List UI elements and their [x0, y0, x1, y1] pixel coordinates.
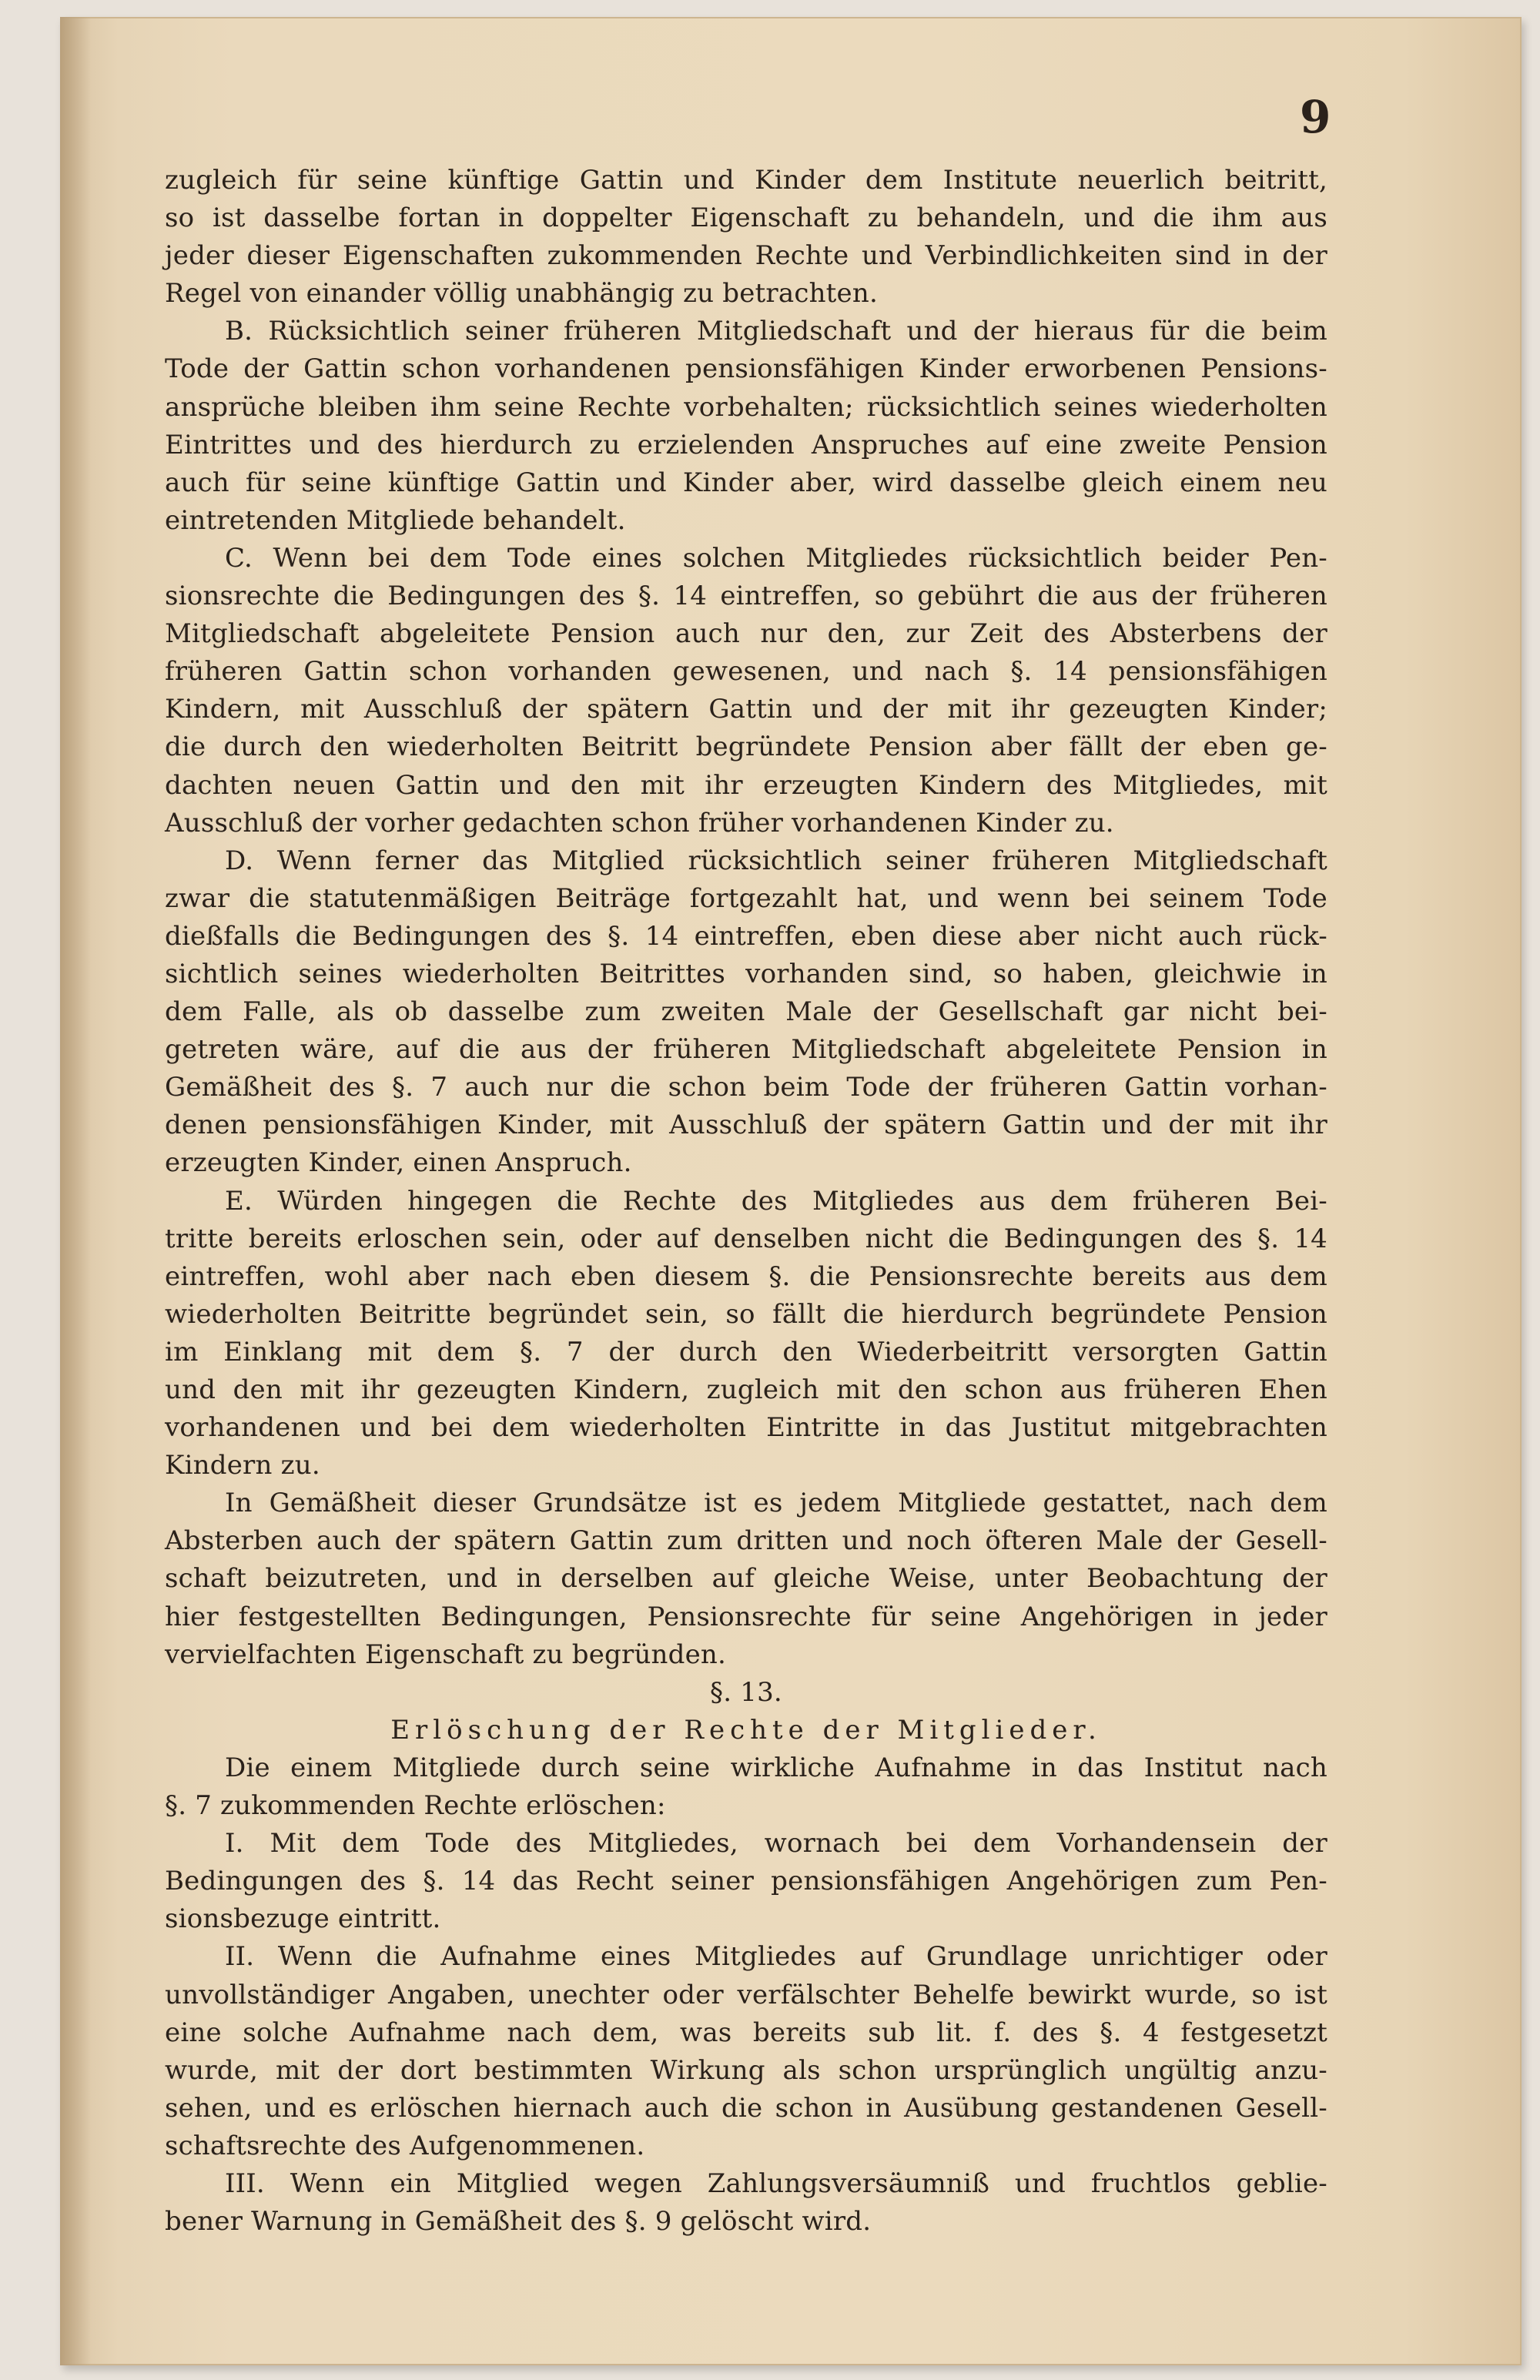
text-line: vorhandenen und bei dem wiederholten Eintritte in das Justitut mitgebrachten — [165, 1412, 1327, 1444]
text-line: getreten wäre, auf die aus der früheren Mitgliedschaft abgeleitete Pension in — [165, 1034, 1327, 1066]
text-line: bener Warnung in Gemäßheit des §. 9 gelöscht wird. — [165, 2206, 872, 2238]
text-line: I. Mit dem Tode des Mitgliedes, wornach bei dem Vorhandensein der — [225, 1828, 1327, 1859]
text-line: Kindern, mit Ausschluß der spätern Gattin und der mit ihr gezeugten Kinder; — [165, 694, 1327, 725]
text-line: Gemäßheit des §. 7 auch nur die schon beim Tode der früheren Gattin vorhan- — [165, 1072, 1327, 1103]
text-line: und den mit ihr gezeugten Kindern, zugleich mit den schon aus früheren Ehen — [165, 1374, 1327, 1405]
text-line: erzeugten Kinder, einen Anspruch. — [165, 1147, 632, 1179]
text-line: Bedingungen des §. 14 das Recht seiner pensionsfähigen Angehörigen zum Pen- — [165, 1866, 1327, 1897]
text-line: Eintrittes und des hierdurch zu erzielenden Anspruches auf eine zweite Pension — [165, 429, 1327, 460]
text-line: schaftsrechte des Aufgenommenen. — [165, 2130, 645, 2161]
text-line: unvollständiger Angaben, unechter oder verfälschter Behelfe bewirkt wurde, so ist — [165, 1979, 1327, 2010]
text-line: wurde, mit der dort bestimmten Wirkung als schon ursprünglich ungültig anzu- — [165, 2054, 1327, 2086]
text-line: Regel von einander völlig unabhängig zu betrachten. — [165, 278, 878, 310]
text-line: sionsrechte die Bedingungen des §. 14 eintreffen, so gebührt die aus der früheren — [165, 581, 1327, 612]
text-line: C. Wenn bei dem Tode eines solchen Mitgliedes rücksichtlich beider Pen- — [225, 542, 1327, 574]
page-gutter — [60, 17, 91, 2365]
text-line: tritte bereits erloschen sein, oder auf denselben nicht die Bedingungen des §. 14 — [165, 1223, 1327, 1254]
text-line: §. 7 zukommenden Rechte erlöschen: — [165, 1790, 666, 1822]
text-line: dießfalls die Bedingungen des §. 14 eintreffen, eben diese aber nicht auch rück- — [165, 920, 1327, 952]
text-line: hier festgestellten Bedingungen, Pensionsrechte für seine Angehörigen in jeder — [165, 1601, 1327, 1632]
text-line: so ist dasselbe fortan in doppelter Eigenschaft zu behandeln, und die ihm aus — [165, 203, 1327, 234]
text-line: ansprüche bleiben ihm seine Rechte vorbehalten; rücksichtlich seines wiederholten — [165, 391, 1327, 423]
text-line: sionsbezuge eintritt. — [165, 1903, 441, 1935]
text-line: zugleich für seine künftige Gattin und Kinder dem Institute neuerlich beitritt, — [165, 165, 1327, 196]
text-line: sichtlich seines wiederholten Beitrittes vorhanden sind, so haben, gleichwie in — [165, 958, 1327, 989]
text-line: dem Falle, als ob dasselbe zum zweiten Male der Gesellschaft gar nicht bei- — [165, 996, 1327, 1028]
text-line: dachten neuen Gattin und den mit ihr erzeugten Kindern des Mitgliedes, mit — [165, 769, 1327, 801]
text-line: eintretenden Mitgliede behandelt. — [165, 504, 626, 536]
text-line: D. Wenn ferner das Mitglied rücksichtlich seiner früheren Mitgliedschaft — [225, 845, 1327, 876]
text-line: jeder dieser Eigenschaften zukommenden Rechte und Verbindlichkeiten sind in der — [165, 240, 1327, 272]
page-text — [165, 162, 1327, 2241]
text-line: schaft beizutreten, und in derselben auf gleiche Weise, unter Beobachtung der — [165, 1563, 1327, 1595]
text-line: früheren Gattin schon vorhanden gewesenen, und nach §. 14 pensionsfähigen — [165, 656, 1327, 688]
text-line: im Einklang mit dem §. 7 der durch den Wiederbeitritt versorgten Gattin — [165, 1336, 1327, 1367]
text-line: die durch den wiederholten Beitritt begründete Pension aber fällt der eben ge- — [165, 731, 1327, 763]
text-line: III. Wenn ein Mitglied wegen Zahlungsversäumniß und fruchtlos geblie- — [225, 2167, 1327, 2199]
text-line: Ausschluß der vorher gedachten schon früher vorhandenen Kinder zu. — [165, 807, 1114, 839]
text-line: auch für seine künftige Gattin und Kinder aber, wird dasselbe gleich einem neu — [165, 467, 1327, 498]
text-line: sehen, und es erlöschen hiernach auch die schon in Ausübung gestandenen Gesell- — [165, 2092, 1327, 2124]
text-line: Mitgliedschaft abgeleitete Pension auch nur den, zur Zeit des Absterbens der — [165, 618, 1327, 650]
text-line: E. Würden hingegen die Rechte des Mitgliedes aus dem früheren Bei- — [225, 1185, 1327, 1217]
page-number: 9 — [1300, 91, 1331, 143]
text-line: denen pensionsfähigen Kinder, mit Ausschluß der spätern Gattin und der mit ihr — [165, 1110, 1327, 1141]
text-line: Tode der Gattin schon vorhandenen pensionsfähigen Kinder erworbenen Pensions- — [165, 353, 1327, 385]
text-line: vervielfachten Eigenschaft zu begründen. — [165, 1639, 727, 1670]
text-line: Die einem Mitgliede durch seine wirkliche Aufnahme in das Institut nach — [225, 1752, 1327, 1783]
section-number: §. 13. — [710, 1676, 782, 1708]
text-line: II. Wenn die Aufnahme eines Mitgliedes auf Grundlage unrichtiger oder — [225, 1941, 1327, 1973]
text-line: eine solche Aufnahme nach dem, was bereits sub lit. f. des §. 4 festgesetzt — [165, 2017, 1327, 2048]
text-line: Absterben auch der spätern Gattin zum dritten und noch öfteren Male der Gesell- — [165, 1525, 1327, 1557]
text-line: zwar die statutenmäßigen Beiträge fortgezahlt hat, und wenn bei seinem Tode — [165, 882, 1327, 914]
text-line: B. Rücksichtlich seiner früheren Mitgliedschaft und der hieraus für die beim — [225, 316, 1327, 347]
text-line: eintreffen, wohl aber nach eben diesem §. die Pensionsrechte bereits aus dem — [165, 1260, 1327, 1292]
text-line: wiederholten Beitritte begründet sein, so fällt die hierdurch begründete Pension — [165, 1298, 1327, 1330]
text-line: In Gemäßheit dieser Grundsätze ist es jedem Mitgliede gestattet, nach dem — [225, 1488, 1327, 1519]
section-title: Erlöschung der Rechte der Mitglieder. — [390, 1714, 1102, 1746]
text-line: Kindern zu. — [165, 1450, 320, 1481]
